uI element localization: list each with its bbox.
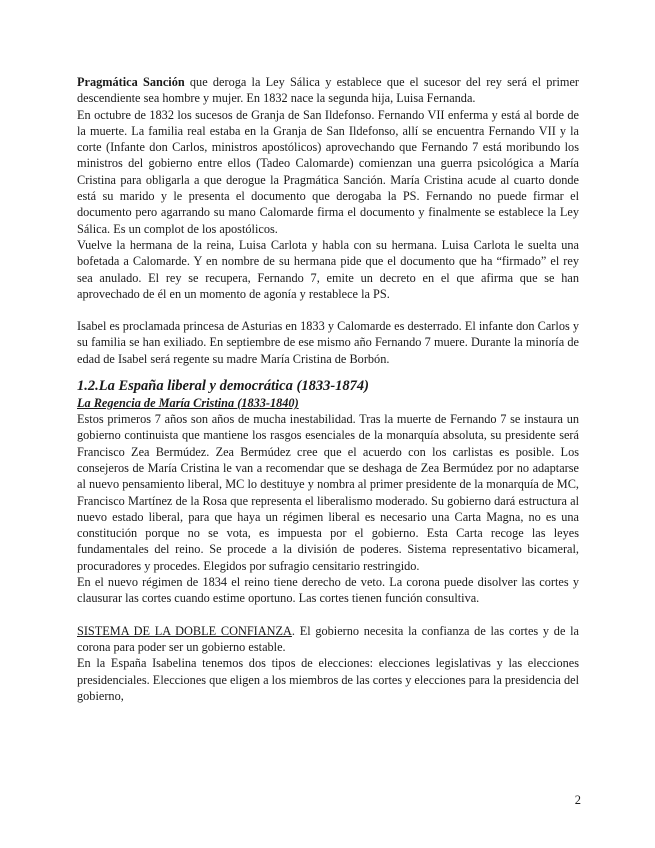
page-body [77,74,579,704]
paragraph-luisa-carlota: Vuelve la hermana de la reina, Luisa Carlota y habla con su hermana. Luisa Carlota le suelta una bofetada a Calomarde. Y en nombre de su hermana pide que el documento que ha “firmado” el rey sea anulado. El rey se recupera, Fernando 7, emite un decreto en el que afirma que se han aprovechado de él en un momento de agonía y restablece la PS. [77,237,579,301]
page-number: 2 [574,793,581,807]
paragraph-pragmatica [77,74,579,107]
paragraph-regimen-1834: En el nuevo régimen de 1834 el reino tiene derecho de veto. La corona puede disolver las cortes y clausurar las cortes cuando estime oportuno. Las cortes tienen función consultiva. [77,575,579,606]
paragraph-doble-confianza [77,623,579,656]
section-heading: 1.2.La España liberal y democrática (1833-1874) [77,378,369,395]
underlined-term-doble-confianza: SISTEMA DE LA DOBLE CONFIANZA [77,623,292,638]
subsection-heading: La Regencia de María Cristina (1833-1840) [77,396,299,411]
paragraph-pragmatica-text: que deroga la Ley Sálica y establece que el sucesor del rey será el primer descendiente sea hombre y mujer. En 1832 nace la segunda hija, Luisa Fernanda. [77,75,580,106]
paragraph-elecciones: En la España Isabelina tenemos dos tipos de elecciones: elecciones legislativas y las elecciones presidenciales. Elecciones que eligen a los miembros de las cortes y elecciones para la presidencia del gobierno, [77,656,579,703]
paragraph-granja: En octubre de 1832 los sucesos de Granja de San Ildefonso. Fernando VII enferma y está al borde de la muerte. La familia real estaba en la Granja de San Ildefonso, allí se encuentra Fernando VII y la corte (Infante don Carlos, ministros apostólicos) aprovechando que Fernando 7 está moribundo los ministros del gobierno entre ellos (Tadeo Calomarde) comienzan una guerra psicológica a María Cristina para obligarla a que derogue la Pragmática Sanción. María Cristina acude al cuarto donde está su marido y le presenta el documento que derogaba la PS. Fernando no puede firmar el documento pero agarrando su mano Calomarde firma el documento y finalmente se establece la Ley Sálica. Es un complot de los apostólicos. [77,107,579,236]
paragraph-regencia: Estos primeros 7 años son años de mucha inestabilidad. Tras la muerte de Fernando 7 se instaura un gobierno continuista que mantiene los rasgos esenciales de la monarquía absoluta, su presidente será Francisco Zea Bermúdez. Zea Bermúdez cree que el acuerdo con los carlistas es posible. Los consejeros de María Cristina le van a recomendar que se deshaga de Zea Bermúdez por no adaptarse al nuevo pensamiento liberal, MC lo destituye y nombra al primer presidente de la monarquía de MC, Francisco Martínez de la Rosa que representa el liberalismo moderado. Su gobierno dará estructura al nuevo estado liberal, para que haya un régimen liberal es necesario una Carta Magna, no es una constitución porque no se vota, es impuesta por el gobierno. Esta Carta recoge las leyes fundamentales del reino. Se procede a la división de poderes. Sistema representativo bicameral, procuradores y procedes. Elegidos por sufragio censitario restringido. [77,412,579,573]
paragraph-doble-confianza-text: . El gobierno necesita la confianza de las cortes y de la corona para poder ser un gobierno estable. [77,623,579,654]
paragraph-isabel: Isabel es proclamada princesa de Asturias en 1833 y Calomarde es desterrado. El infante don Carlos y su familia se han exiliado. En septiembre de ese mismo año Fernando 7 muere. Durante la minoría de edad de Isabel será regente su madre María Cristina de Borbón. [77,319,579,366]
bold-term-pragmatica: Pragmática Sanción [77,75,185,89]
